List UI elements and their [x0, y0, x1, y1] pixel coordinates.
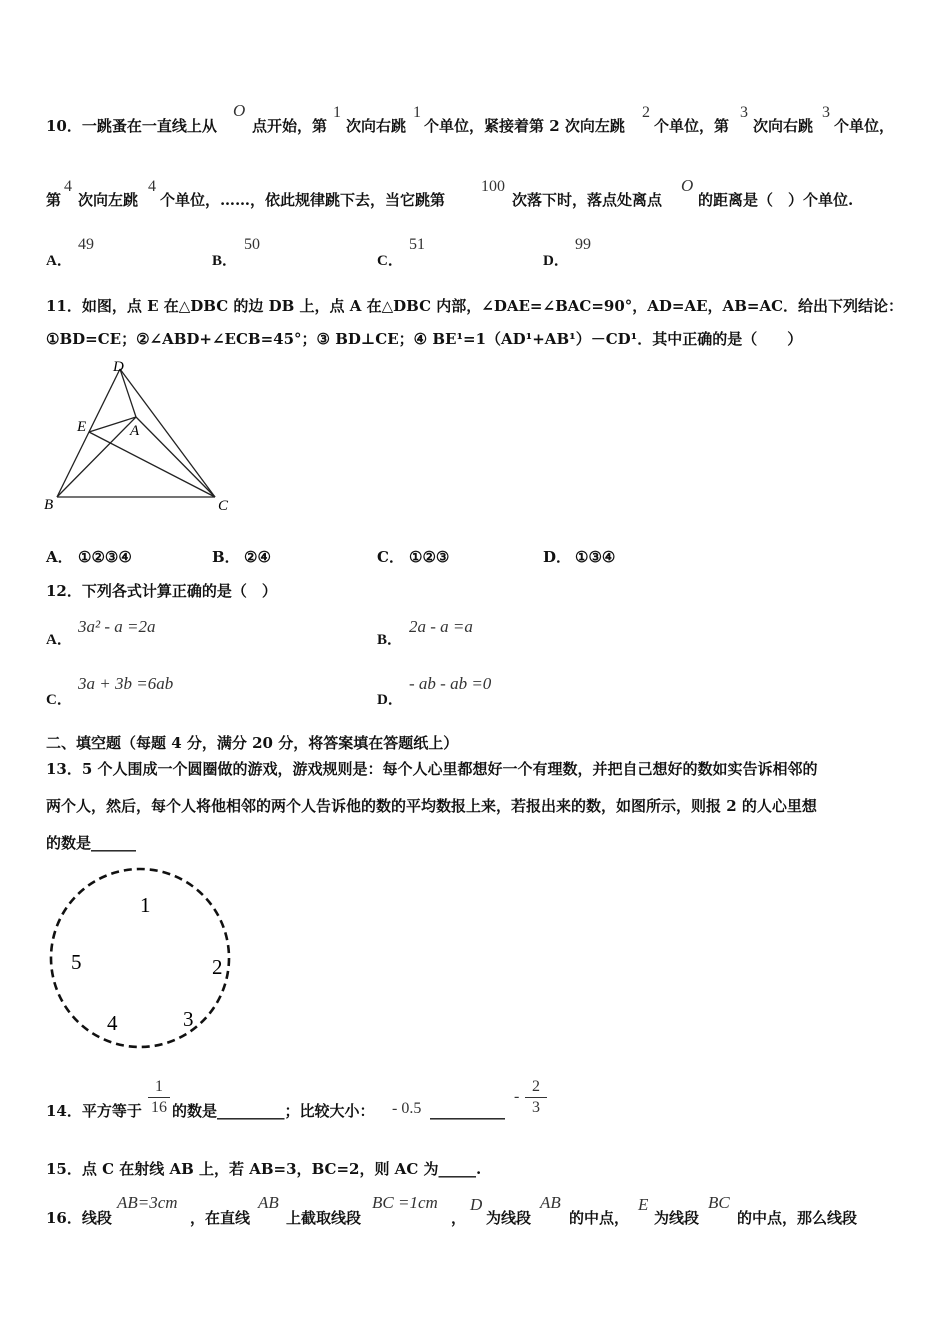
q10-math-O: O — [233, 101, 246, 120]
q11-option-d-value: ①③④ — [575, 548, 616, 566]
q12-option-b-label[interactable]: B． — [377, 632, 403, 648]
q16-text-3: 上截取线段 — [286, 1209, 362, 1227]
q10-l2-text-4: 次落下时，落点处离点 — [512, 191, 663, 209]
q11-option-d-label[interactable]: D． — [543, 548, 572, 566]
q10-l2-math-4a: 4 — [64, 178, 72, 195]
label-a: A — [130, 423, 140, 439]
q11-stem-line1: 11．如图，点 E 在△DBC 的边 DB 上，点 A 在△DBC 内部，∠DAE=∠BAC=90°，AD=AE，AB=AC．给出下列结论： — [46, 297, 904, 315]
label-d: D — [113, 359, 124, 375]
q10-math-3a: 3 — [740, 104, 748, 121]
q10-l2-math-4b: 4 — [148, 178, 156, 195]
q10-option-c-value: 51 — [409, 236, 425, 253]
section-2-heading: 二、填空题（每题 4 分，满分 20 分，将答案填在答题纸上） — [46, 734, 459, 752]
q10-math-3b: 3 — [822, 104, 830, 121]
circle-number-4: 4 — [107, 1011, 118, 1035]
q14-text-1: 14．平方等于 — [46, 1102, 142, 1120]
q10-l2-math-100: 100 — [481, 178, 505, 195]
q10-l2-math-O: O — [681, 176, 694, 195]
q11-option-b-label[interactable]: B． — [212, 548, 240, 566]
q10-text-5: 个单位，第 — [654, 117, 730, 135]
q10-option-c-label[interactable]: C． — [377, 253, 403, 269]
q16-text-6: 的中点， — [569, 1209, 630, 1227]
q12-option-c-value: 3a + 3b =6ab — [78, 674, 174, 693]
q14-fraction-1-16 — [148, 1077, 170, 1118]
segment-ac — [136, 417, 215, 497]
q14-neg-sign: - — [514, 1088, 520, 1105]
q10-option-a-value: 49 — [78, 236, 94, 253]
q16-math-d: D — [470, 1195, 483, 1214]
segment-db — [57, 369, 120, 497]
q16-math-ab: AB — [258, 1193, 279, 1212]
q13-circle-figure — [40, 862, 245, 1057]
q11-triangle-figure — [40, 355, 240, 520]
q11-option-a-value: ①②③④ — [78, 548, 132, 566]
q13-stem-line1: 13．5 个人围成一个圆圈做的游戏，游戏规则是：每个人心里都想好一个有理数，并把自己想好的数如实告诉相邻的 — [46, 760, 818, 778]
q10-l2-text-2: 次向左跳 — [78, 191, 139, 209]
q11-option-c-label[interactable]: C． — [377, 548, 404, 566]
q10-math-2: 2 — [642, 104, 650, 121]
q14-frac1-numerator: 1 — [148, 1077, 170, 1098]
q11-stem-line2: ①BD=CE；②∠ABD+∠ECB=45°；③ BD⊥CE；④ BE¹=1（AD¹+AB¹）－CD¹．其中正确的是（ ） — [46, 330, 803, 348]
circle-number-5: 5 — [71, 950, 82, 974]
q10-text-3: 次向右跳 — [346, 117, 407, 135]
q16-text-4: ， — [451, 1209, 467, 1227]
q10-option-b-label[interactable]: B． — [212, 253, 238, 269]
q14-frac2-denominator: 3 — [532, 1099, 540, 1116]
q12-option-d-label[interactable]: D． — [377, 692, 403, 708]
q16-text-2: ，在直线 — [190, 1209, 251, 1227]
q13-stem-line3: 的数是______ — [46, 834, 137, 852]
q10-text-7: 个单位， — [834, 117, 895, 135]
q10-text-4: 个单位，紧接着第 2 次向左跳 — [424, 117, 625, 135]
segment-da — [120, 369, 136, 417]
q12-stem: 12．下列各式计算正确的是（ ） — [46, 582, 277, 600]
q16-math-e: E — [638, 1195, 649, 1214]
q13-stem-line2: 两个人，然后，每个人将他相邻的两个人告诉他的数的平均数报上来，若报出来的数，如图所示，则报 2 的人心里想 — [46, 797, 817, 815]
q10-text-6: 次向右跳 — [753, 117, 814, 135]
q11-option-a-label[interactable]: A． — [46, 548, 73, 566]
label-e: E — [77, 419, 87, 435]
q12-option-d-value: - ab - ab =0 — [409, 674, 492, 693]
q16-text-5: 为线段 — [486, 1209, 532, 1227]
q10-text-1: 10．一跳蚤在一直线上从 — [46, 117, 217, 135]
q12-option-b-value: 2a - a =a — [409, 617, 473, 636]
circle-number-3: 3 — [183, 1007, 194, 1031]
q10-option-d-label[interactable]: D． — [543, 253, 569, 269]
q10-l2-text-3: 个单位，……，依此规律跳下去，当它跳第 — [160, 191, 446, 209]
q16-math-ab-2: AB — [540, 1193, 561, 1212]
q16-math-ab3cm: AB=3cm — [117, 1193, 178, 1212]
q12-option-a-label[interactable]: A． — [46, 632, 72, 648]
q14-frac2-numerator: 2 — [525, 1077, 547, 1098]
q16-math-bc1cm: BC =1cm — [372, 1193, 438, 1212]
q10-l2-text-1: 第 — [46, 191, 62, 209]
q16-text-1: 16．线段 — [46, 1209, 112, 1227]
q11-option-b-value: ②④ — [244, 548, 271, 566]
label-c: C — [218, 498, 229, 514]
q16-math-bc: BC — [708, 1193, 730, 1212]
q10-option-d-value: 99 — [575, 236, 591, 253]
q14-fraction-2-3 — [525, 1077, 547, 1118]
segment-ec — [89, 432, 215, 497]
q11-option-c-value: ①②③ — [409, 548, 450, 566]
q16-text-8: 的中点，那么线段 — [737, 1209, 858, 1227]
q12-option-c-label[interactable]: C． — [46, 692, 72, 708]
q14-text-2: 的数是_________；比较大小： — [172, 1102, 375, 1120]
circle-number-1: 1 — [140, 893, 151, 917]
q10-option-b-value: 50 — [244, 236, 260, 253]
q14-value: - 0.5 — [392, 1100, 422, 1117]
q10-l2-text-5: 的距离是（ ）个单位. — [698, 191, 854, 209]
circle-number-2: 2 — [212, 955, 223, 979]
label-b: B — [44, 497, 54, 513]
q10-math-1a: 1 — [333, 104, 341, 121]
q14-frac1-denominator: 16 — [151, 1099, 167, 1116]
q12-option-a-value: 3a² - a =2a — [78, 617, 156, 636]
q10-option-a-label[interactable]: A． — [46, 253, 72, 269]
q10-math-1b: 1 — [413, 104, 421, 121]
q10-text-2: 点开始，第 — [252, 117, 328, 135]
q15-stem: 15．点 C 在射线 AB 上，若 AB=3，BC=2，则 AC 为_____. — [46, 1160, 482, 1178]
q16-text-7: 为线段 — [654, 1209, 700, 1227]
q14-answer-blank[interactable]: __________ — [430, 1102, 505, 1120]
